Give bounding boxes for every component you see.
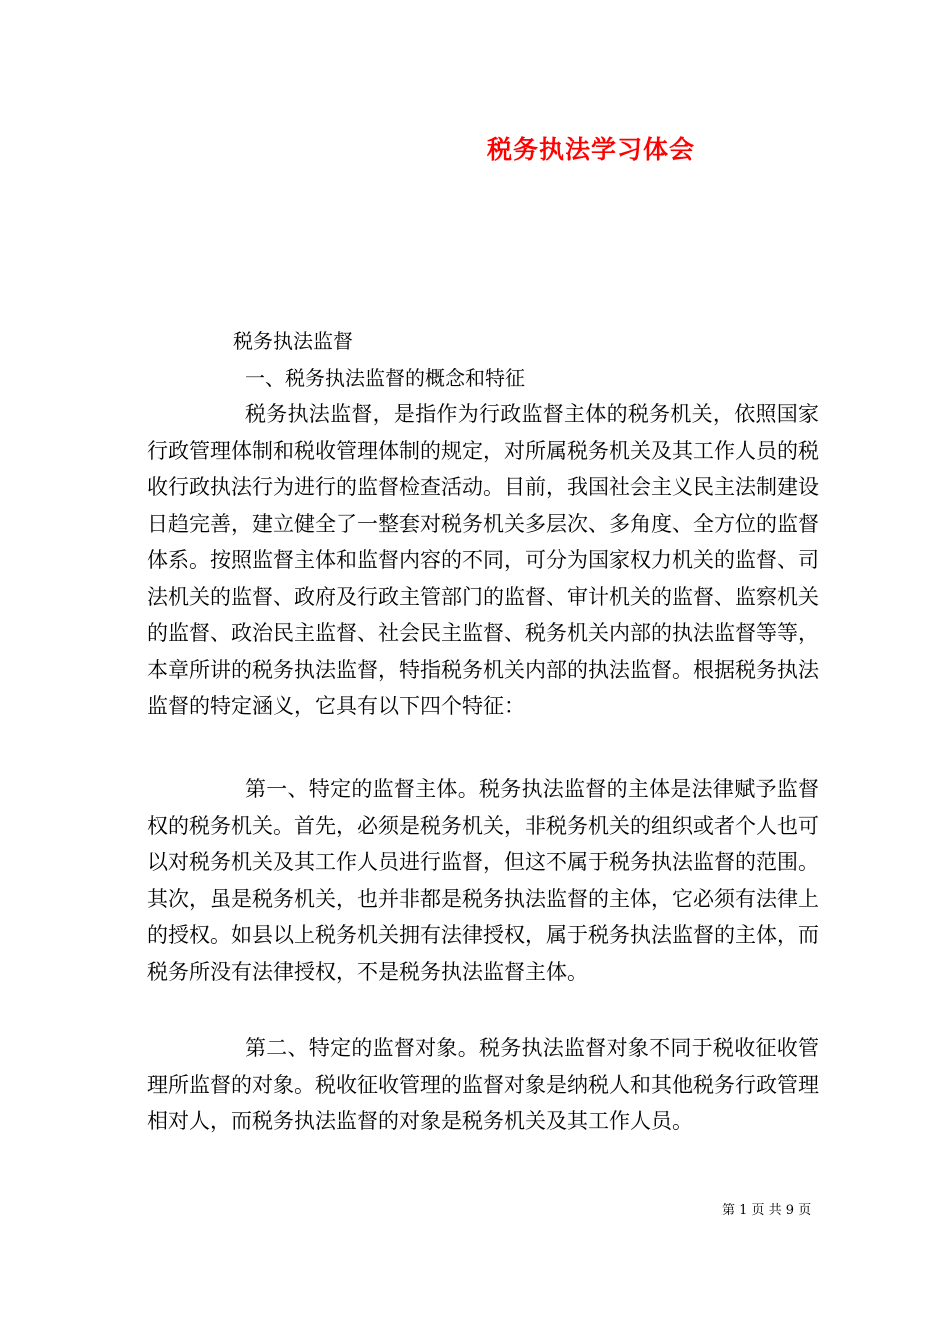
page-number-footer: 第 1 页 共 9 页 [722, 1203, 812, 1218]
document-title: 税务执法学习体会 [487, 135, 696, 164]
body-paragraph-1: 税务执法监督，是指作为行政监督主体的税务机关，依照国家行政管理体制和税收管理体制的规定，对所属税务机关及其工作人员的税收行政执法行为进行的监督检查活动。目前，我国社会主义民主法制建设日趋完善，建立健全了一整套对税务机关多层次、多角度、全方位的监督体系。按照监督主体和监督内容的不同，可分为国家权力机关的监督、司法机关的监督、政府及行政主管部门的监督、审计机关的监督、监察机关的监督、政治民主监督、社会民主监督、税务机关内部的执法监督等等，本章所讲的税务执法监督，特指税务机关内部的执法监督。根据税务执法监督的特定涵义，它具有以下四个特征： [147, 402, 819, 718]
subsection-heading: 一、税务执法监督的概念和特征 [245, 366, 525, 390]
section-heading: 税务执法监督 [233, 329, 353, 353]
body-paragraph-3: 第二、特定的监督对象。税务执法监督对象不同于税收征收管理所监督的对象。税收征收管理的监督对象是纳税人和其他税务行政管理相对人，而税务执法监督的对象是税务机关及其工作人员。 [147, 1036, 819, 1133]
body-paragraph-2: 第一、特定的监督主体。税务执法监督的主体是法律赋予监督权的税务机关。首先，必须是税务机关，非税务机关的组织或者个人也可以对税务机关及其工作人员进行监督，但这不属于税务执法监督的范围。其次，虽是税务机关，也并非都是税务执法监督的主体，它必须有法律上的授权。如县以上税务机关拥有法律授权，属于税务执法监督的主体，而税务所没有法律授权，不是税务执法监督主体。 [147, 777, 819, 984]
